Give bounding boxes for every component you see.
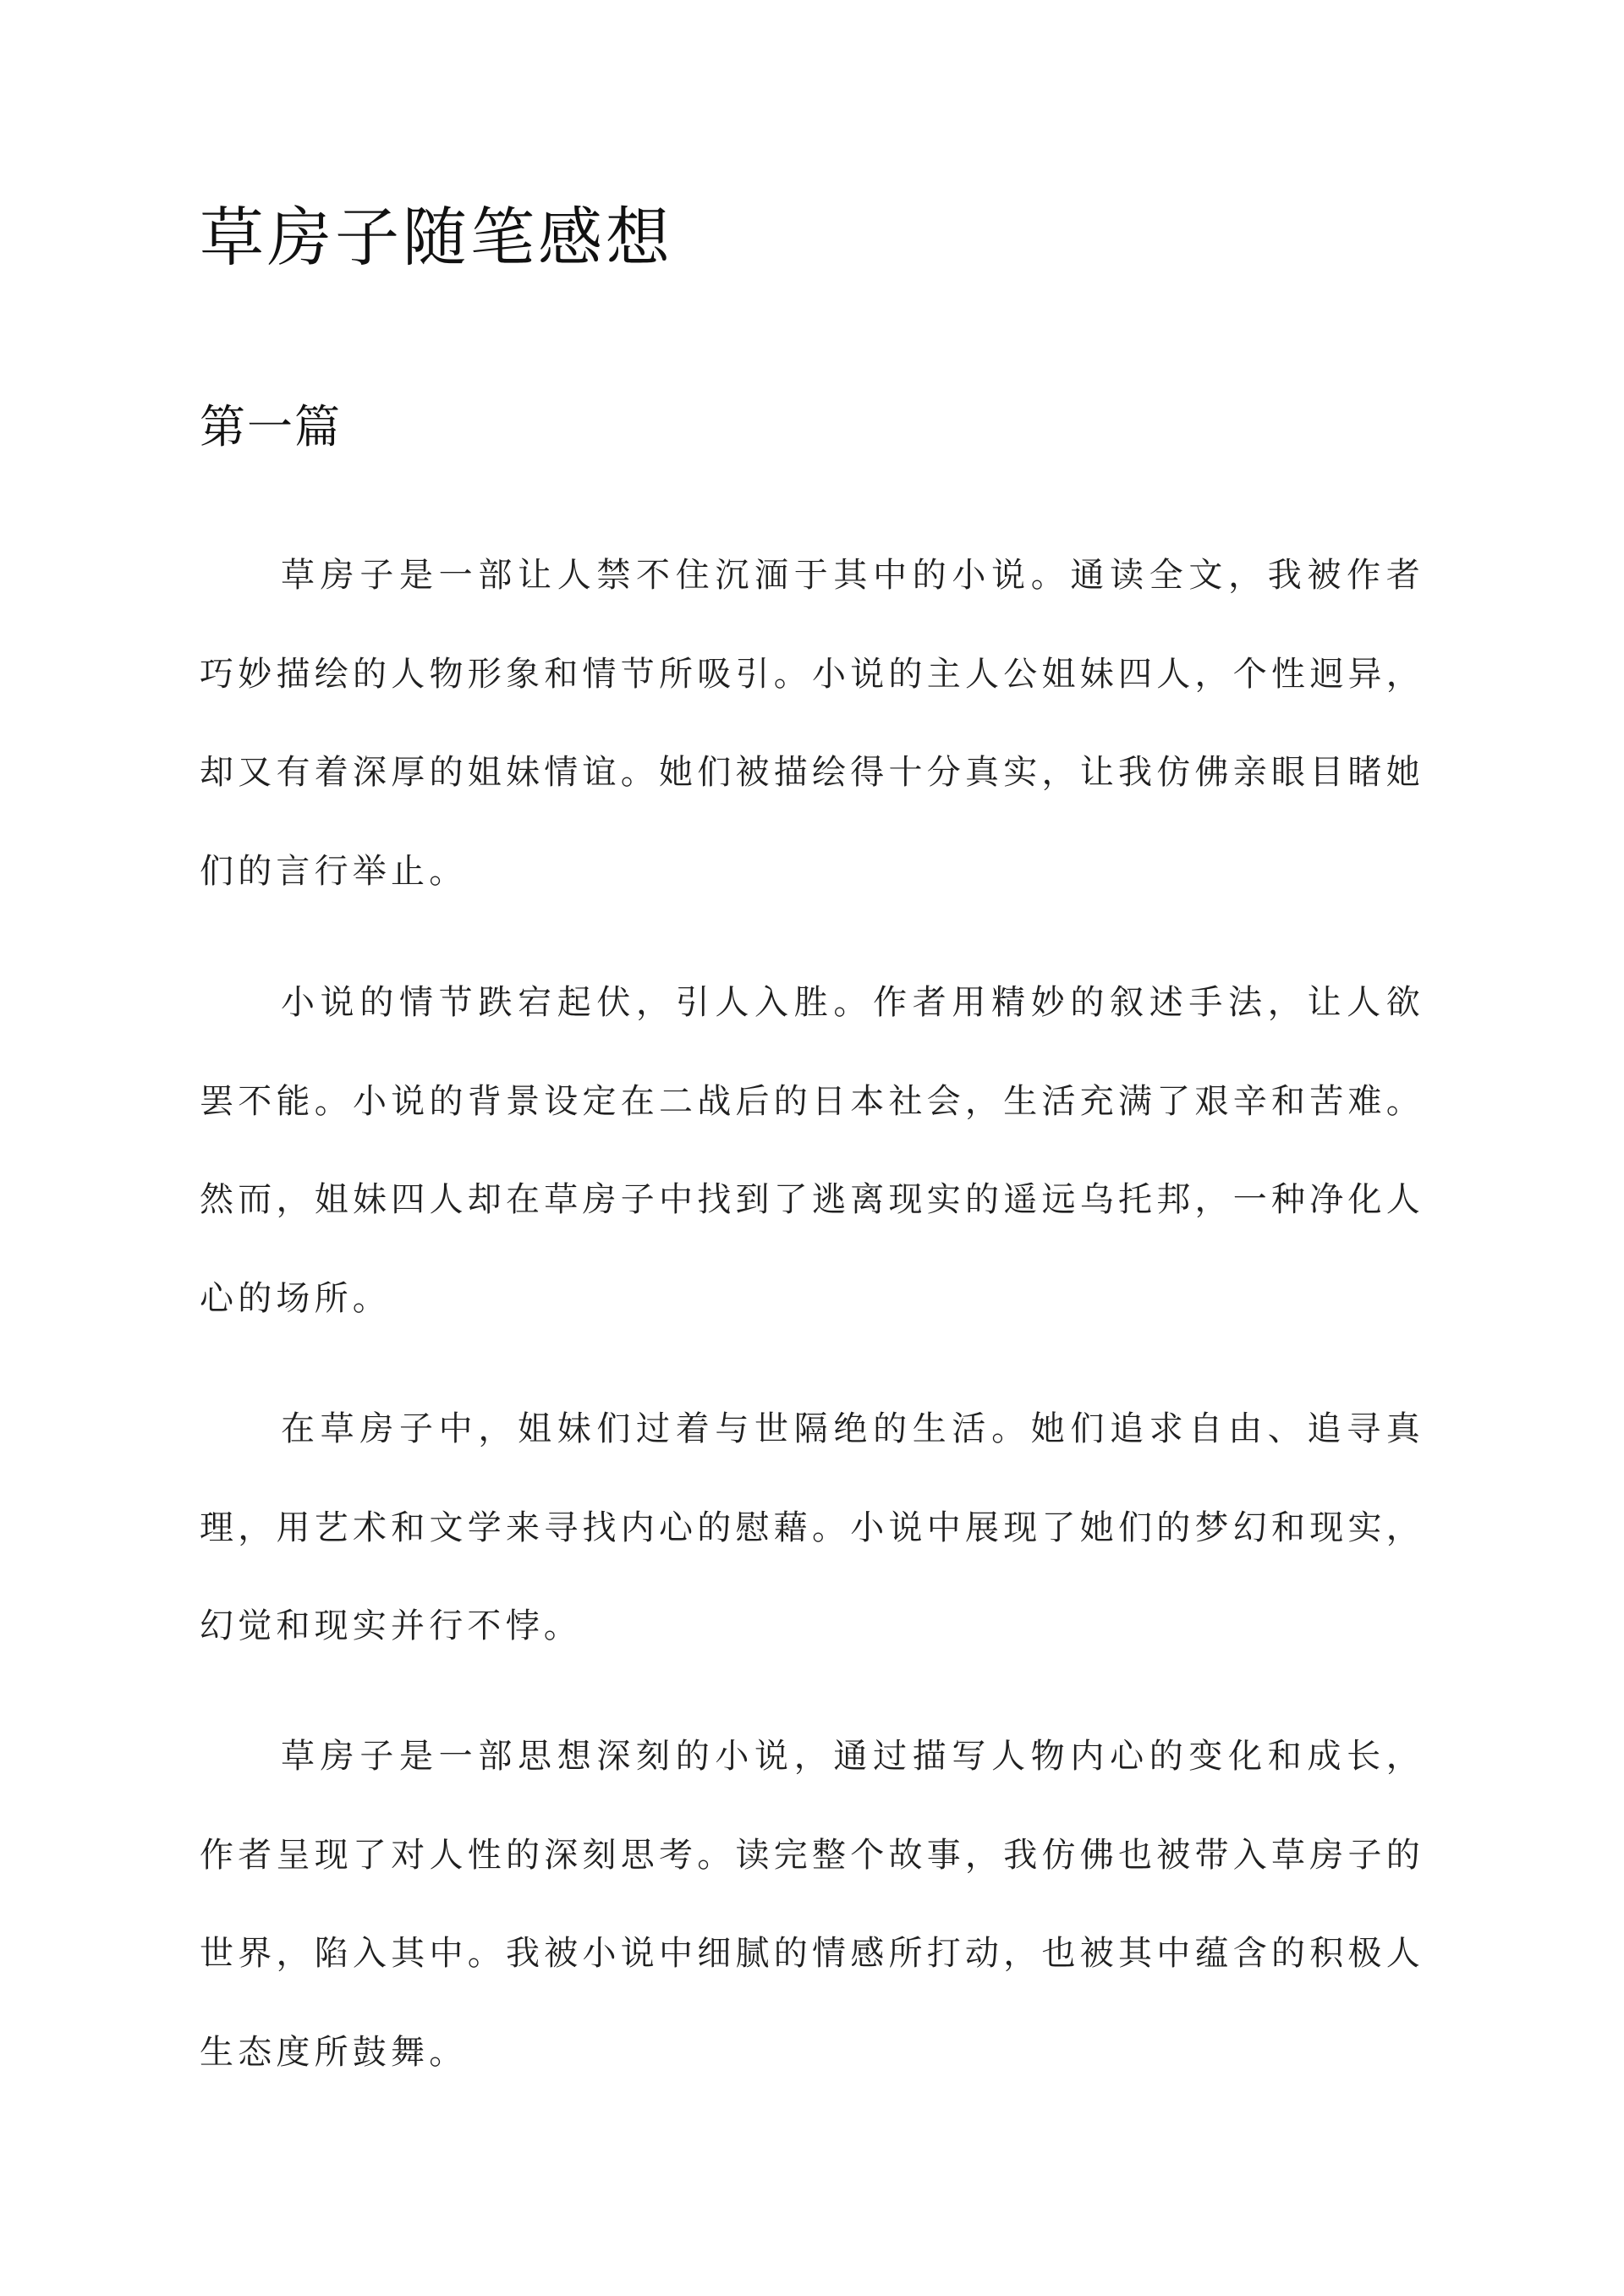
paragraph-3: 在草房子中，姐妹们过着与世隔绝的生活。她们追求自由、追寻真理，用艺术和文学来寻找内心的慰藉。小说中展现了她们的梦幻和现实，幻觉和现实并行不悖。 [200, 1409, 1424, 1645]
paragraph-1: 草房子是一部让人禁不住沉湎于其中的小说。通读全文，我被作者巧妙描绘的人物形象和情节所吸引。小说的主人公姐妹四人，个性迥异，却又有着深厚的姐妹情谊。她们被描绘得十分真实，让我仿佛亲眼目睹她们的言行举止。 [200, 556, 1424, 891]
section-title: 第一篇 [200, 400, 342, 453]
document-title: 草房子随笔感想 [200, 200, 673, 275]
paragraph-4: 草房子是一部思想深刻的小说，通过描写人物内心的变化和成长，作者呈现了对人性的深刻思考。读完整个故事，我仿佛也被带入草房子的世界，陷入其中。我被小说中细腻的情感所打动，也被其中蕴含的积极人生态度所鼓舞。 [200, 1737, 1424, 2072]
paragraph-2: 小说的情节跌宕起伏，引人入胜。作者用精妙的叙述手法，让人欲罢不能。小说的背景设定在二战后的日本社会，生活充满了艰辛和苦难。然而，姐妹四人却在草房子中找到了逃离现实的遥远乌托邦，一种净化人心的场所。 [200, 983, 1424, 1318]
